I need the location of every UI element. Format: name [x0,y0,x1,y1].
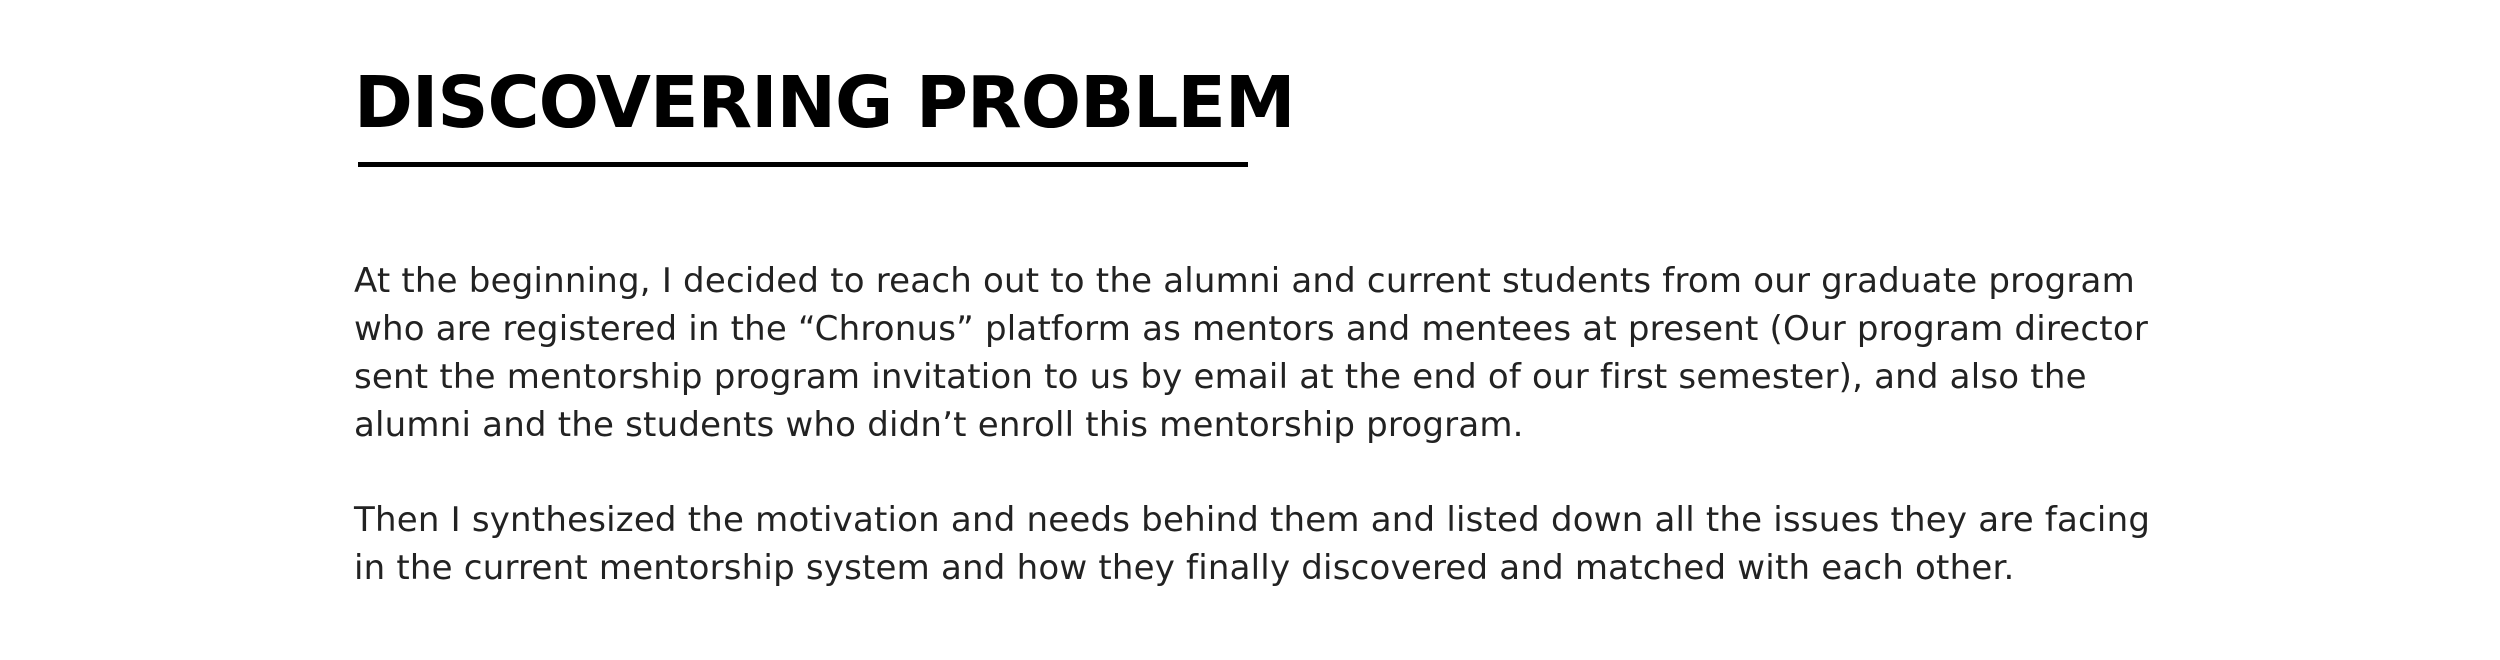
paragraph-synthesis: Then I synthesized the motivation and needs behind them and listed down all the issues they are facing in the current mentorship system and how they finally discovered and matched with each other. [354,500,2151,588]
section-title: DISCOVERING PROBLEM [354,61,1295,144]
section-content [354,58,2174,592]
paragraph-intro: At the beginning, I decided to reach out to the alumni and current students from our graduate program who are registered in the “Chronus” platform as mentors and mentees at present (Our program director sent the mentorship program invitation to us by email at the end of our first semester), and also the alumni and the students who didn’t enroll this mentorship program. [354,261,2149,445]
title-underline [358,162,1248,167]
